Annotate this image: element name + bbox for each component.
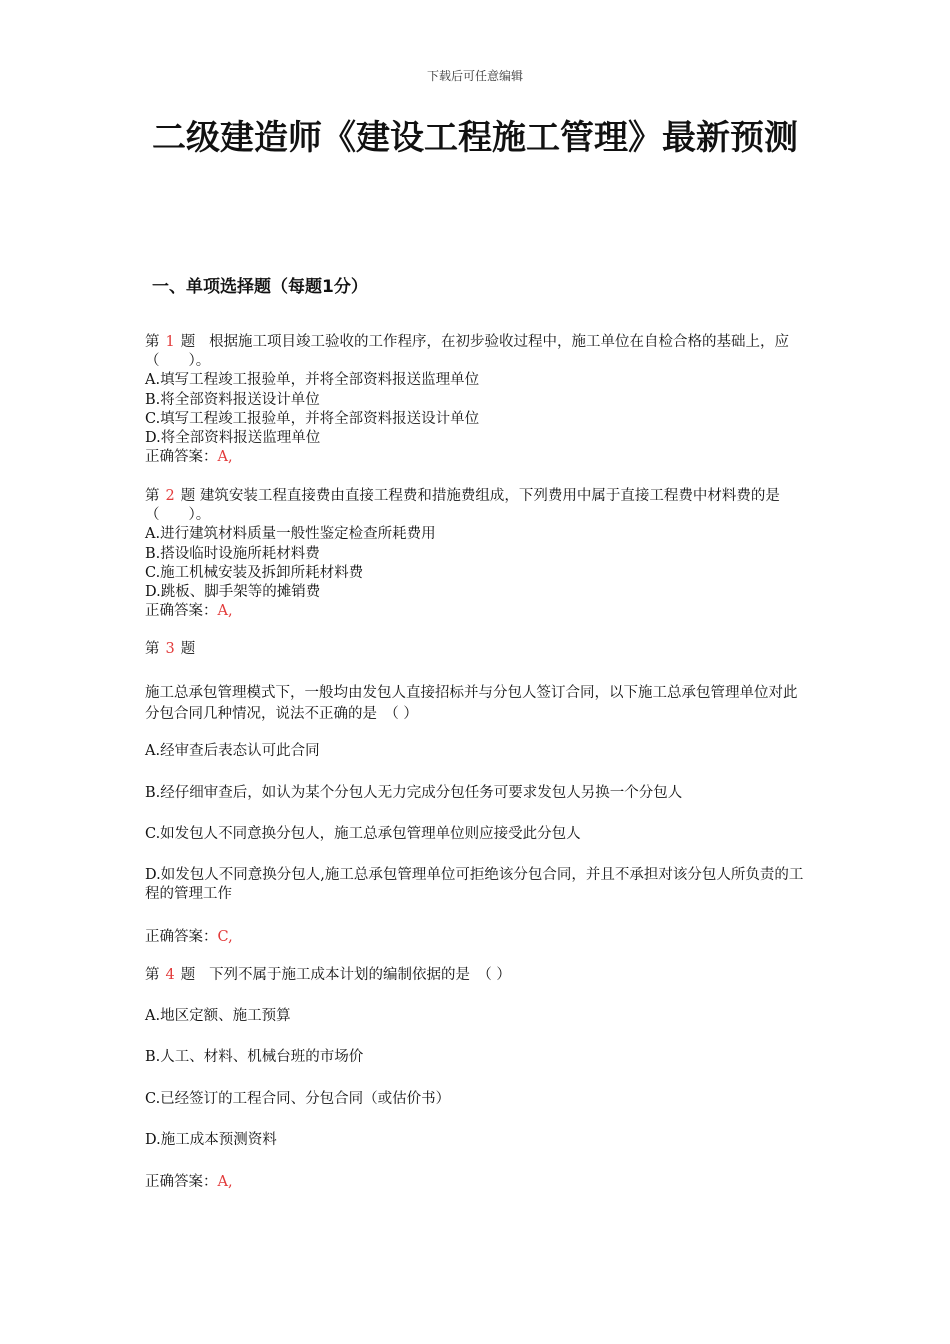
question-3-heading xyxy=(145,640,810,659)
question-number: 1 xyxy=(165,334,175,350)
question-prefix: 第 xyxy=(145,641,160,657)
answer-label: 正确答案： xyxy=(145,603,218,620)
question-suffix: 题 xyxy=(180,334,196,350)
option-b: B.搭设临时设施所耗材料费 xyxy=(145,545,320,562)
question-3 xyxy=(145,640,810,659)
option-a: A.地区定额、施工预算 xyxy=(145,1008,291,1024)
answer-line xyxy=(145,1173,810,1192)
option-c: C.如发包人不同意换分包人，施工总承包管理单位则应接受此分包人 xyxy=(145,826,581,842)
question-number: 3 xyxy=(165,641,175,657)
answer-line xyxy=(145,928,810,947)
option-b: B.经仔细审查后，如认为某个分包人无力完成分包任务可要求发包人另换一个分包人 xyxy=(145,785,683,801)
option-c: C.施工机械安装及拆卸所耗材料费 xyxy=(145,564,364,581)
option-c: C.已经签订的工程合同、分包合同（或估价书） xyxy=(145,1091,451,1107)
option-b: B.将全部资料报送设计单位 xyxy=(145,391,320,408)
answer-value: A, xyxy=(217,603,233,620)
section-title: 一、单项选择题（每题1分） xyxy=(152,277,368,297)
option-a: A.经审查后表态认可此合同 xyxy=(145,743,320,759)
answer-value: A, xyxy=(217,1174,233,1190)
answer-label: 正确答案： xyxy=(145,449,218,466)
option-d: D.如发包人不同意换分包人,施工总承包管理单位可拒绝该分包合同，并且不承担对该分包人所负责的工程的管理工作 xyxy=(145,867,804,903)
question-suffix: 题 xyxy=(180,488,196,504)
question-3-stem: 施工总承包管理模式下，一般均由发包人直接招标并与分包人签订合同，以下施工总承包管理单位对此分包合同几种情况，说法不正确的是 （ ） xyxy=(145,685,798,722)
question-suffix: 题 xyxy=(180,641,196,657)
answer-value: A, xyxy=(217,449,233,466)
question-stem: 根据施工项目竣工验收的工作程序，在初步验收过程中，施工单位在自检合格的基础上，应（ ）。 xyxy=(145,334,790,370)
question-4 xyxy=(145,966,810,985)
page-header: 下载后可任意编辑 xyxy=(426,69,523,83)
question-stem: 下列不属于施工成本计划的编制依据的是 （ ） xyxy=(209,967,511,983)
question-prefix: 第 xyxy=(145,488,160,504)
option-d: D.将全部资料报送监理单位 xyxy=(145,430,321,447)
question-1-stem-line xyxy=(145,333,810,371)
question-2-stem-line xyxy=(145,487,810,525)
option-d: D.跳板、脚手架等的摊销费 xyxy=(145,584,321,601)
question-1 xyxy=(145,333,810,467)
question-number: 2 xyxy=(165,488,175,504)
document-title: 二级建造师《建设工程施工管理》最新预测 xyxy=(152,118,798,158)
answer-label: 正确答案： xyxy=(145,1174,218,1190)
option-c: C.填写工程竣工报验单，并将全部资料报送设计单位 xyxy=(145,410,480,427)
answer-value: C, xyxy=(217,929,233,945)
question-number: 4 xyxy=(165,967,175,983)
answer-label: 正确答案： xyxy=(145,929,218,945)
option-a: A.填写工程竣工报验单，并将全部资料报送监理单位 xyxy=(145,372,480,389)
question-prefix: 第 xyxy=(145,967,160,983)
question-suffix: 题 xyxy=(180,967,196,983)
answer-line xyxy=(145,602,810,621)
question-2 xyxy=(145,487,810,621)
answer-line xyxy=(145,448,810,467)
question-prefix: 第 xyxy=(145,334,160,350)
option-a: A.进行建筑材料质量一般性鉴定检查所耗费用 xyxy=(145,526,436,543)
question-stem: 建筑安装工程直接费由直接工程费和措施费组成，下列费用中属于直接工程费中材料费的是（ ）。 xyxy=(145,488,780,524)
option-b: B.人工、材料、机械台班的市场价 xyxy=(145,1049,364,1065)
option-d: D.施工成本预测资料 xyxy=(145,1132,277,1148)
